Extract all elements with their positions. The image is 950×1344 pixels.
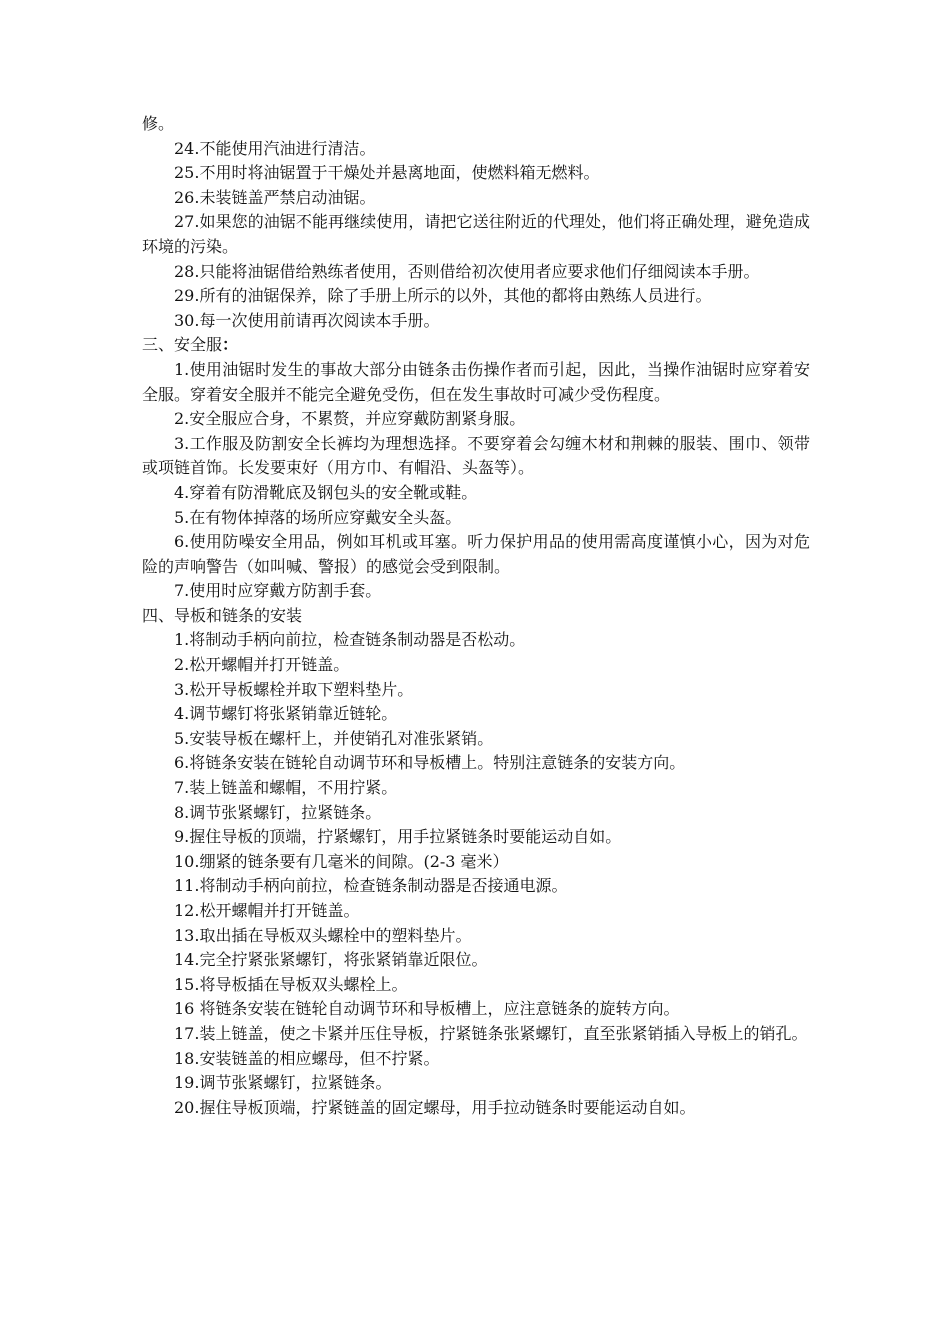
paragraph-s4-14: 14.完全拧紧张紧螺钉，将张紧销靠近限位。 [174, 950, 488, 970]
paragraph-s3-3: 3.工作服及防割安全长裤均为理想选择。不要穿着会勾缠木材和荆棘的服装、围巾、领带或项链首饰。长发要束好（用方巾、有帽沿、头盔等）。 [142, 433, 810, 478]
paragraph-s4-11: 11.将制动手柄向前拉，检查链条制动器是否接通电源。 [174, 876, 568, 896]
paragraph-s4-20: 20.握住导板顶端，拧紧链盖的固定螺母，用手拉动链条时要能运动自如。 [174, 1097, 696, 1117]
section-heading-text: 三、安全服 [142, 335, 223, 355]
paragraph-s4-17: 17.装上链盖，使之卡紧并压住导板，拧紧链条张紧螺钉，直至张紧销插入导板上的销孔。 [174, 1023, 808, 1043]
section-heading-text: 四、导板和链条的安装 [142, 605, 303, 625]
paragraph-s4-2: 2.松开螺帽并打开链盖。 [174, 655, 350, 675]
paragraph-s3-6: 6.使用防噪安全用品，例如耳机或耳塞。听力保护用品的使用需高度谨慎小心，因为对危险的声响警告（如叫喊、警报）的感觉会受到限制。 [142, 532, 810, 576]
paragraph-s4-6: 6.将链条安装在链轮自动调节环和导板槽上。特别注意链条的安装方向。 [174, 753, 686, 773]
paragraph-s4-9: 9.握住导板的顶端，拧紧螺钉，用手拉紧链条时要能运动自如。 [174, 827, 622, 847]
paragraph-s2-28: 28.只能将油锯借给熟练者使用，否则借给初次使用者应要求他们仔细阅读本手册。 [174, 261, 760, 281]
paragraph-s4-4: 4.调节螺钉将张紧销靠近链轮。 [174, 704, 398, 724]
paragraph-s3-7: 7.使用时应穿戴方防割手套。 [174, 581, 382, 601]
paragraph-s4-10: 10.绷紧的链条要有几毫米的间隙。(2-3 毫米） [174, 851, 509, 871]
paragraph-s3-5: 5.在有物体掉落的场所应穿戴安全头盔。 [174, 507, 462, 527]
paragraph-s4-5: 5.安装导板在螺杆上，并使销孔对准张紧销。 [174, 728, 494, 748]
paragraph-s4-19: 19.调节张紧螺钉，拉紧链条。 [174, 1073, 392, 1093]
paragraph-s4-18: 18.安装链盖的相应螺母，但不拧紧。 [174, 1048, 440, 1068]
section-heading-colon: ： [222, 335, 239, 355]
paragraph-s4-7: 7.装上链盖和螺帽，不用拧紧。 [174, 778, 398, 798]
section-heading [142, 333, 810, 358]
document-page [142, 112, 810, 1120]
paragraph-s4-15: 15.将导板插在导板双头螺栓上。 [174, 974, 408, 994]
paragraph-s2-27: 27.如果您的油锯不能再继续使用，请把它送往附近的代理处，他们将正确处理，避免造成环境的污染。 [142, 212, 810, 256]
paragraph-s4-3: 3.松开导板螺栓并取下塑料垫片。 [174, 679, 414, 699]
paragraph-s4-13: 13.取出插在导板双头螺栓中的塑料垫片。 [174, 925, 472, 945]
paragraph-s4-12: 12.松开螺帽并打开链盖。 [174, 901, 360, 920]
paragraph-s3-2: 2.安全服应合身，不累赘，并应穿戴防割紧身服。 [174, 409, 526, 429]
paragraph-s4-8: 8.调节张紧螺钉，拉紧链条。 [174, 802, 382, 822]
section-heading [142, 604, 810, 629]
paragraph-s2-30: 30.每一次使用前请再次阅读本手册。 [174, 310, 440, 330]
paragraph-cont: 修。 [142, 114, 175, 133]
paragraph-s3-4: 4.穿着有防滑靴底及钢包头的安全靴或鞋。 [174, 482, 478, 502]
paragraph-s3-1: 1.使用油锯时发生的事故大部分由链条击伤操作者而引起，因此，当操作油锯时应穿着安全服。穿着安全服并不能完全避免受伤，但在发生事故时可减少受伤程度。 [142, 359, 810, 404]
paragraph-s4-1: 1.将制动手柄向前拉，检查链条制动器是否松动。 [174, 630, 526, 650]
paragraph-s2-24: 24.不能使用汽油进行清洁。 [174, 138, 376, 158]
paragraph-s4-16: 16 将链条安装在链轮自动调节环和导板槽上，应注意链条的旋转方向。 [174, 999, 680, 1019]
paragraph-s2-26: 26.未装链盖严禁启动油锯。 [174, 187, 376, 207]
paragraph-s2-25: 25.不用时将油锯置于干燥处并悬离地面，使燃料箱无燃料。 [174, 163, 600, 183]
paragraph-s2-29: 29.所有的油锯保养，除了手册上所示的以外，其他的都将由熟练人员进行。 [174, 286, 712, 306]
